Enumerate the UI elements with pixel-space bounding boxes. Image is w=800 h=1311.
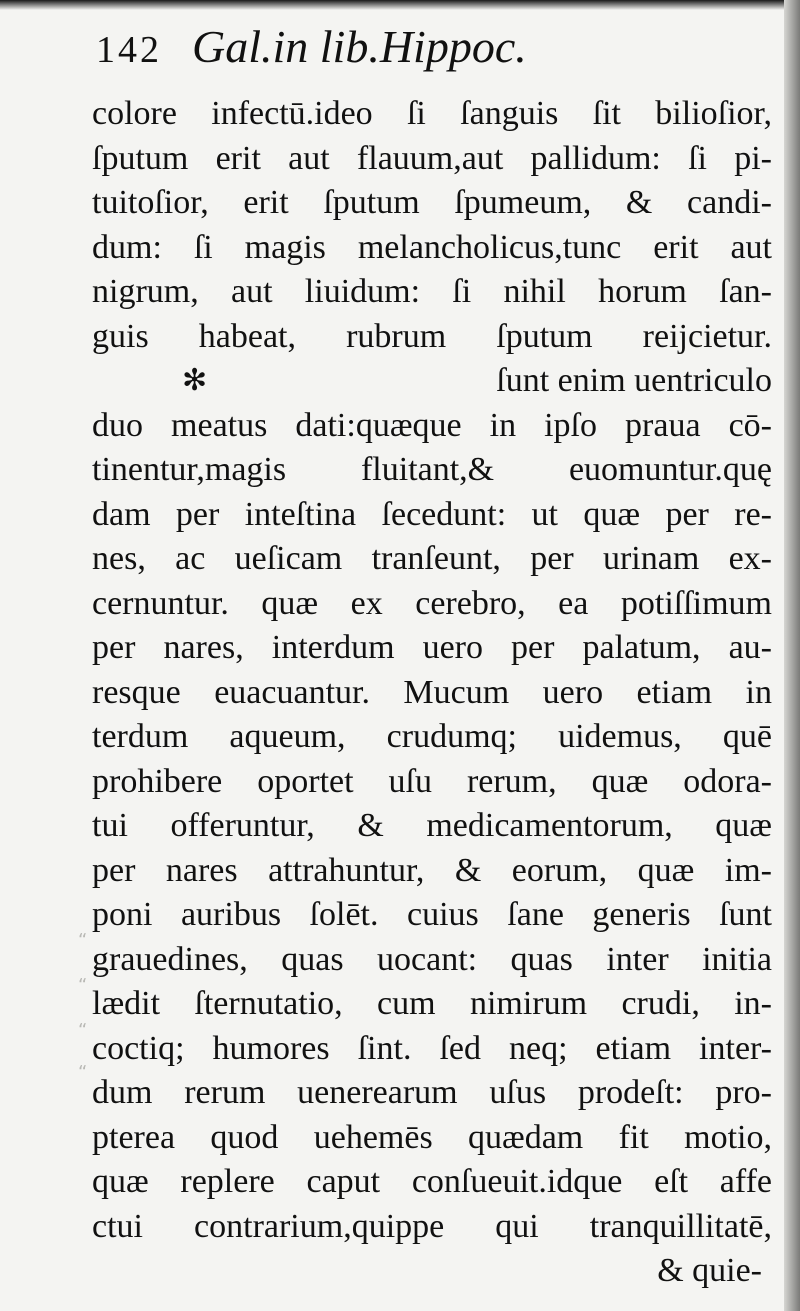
page-gutter-shadow	[784, 0, 800, 1311]
text-line: per nares, interdum uero per palatum, au-	[92, 629, 772, 666]
section-start-line	[92, 359, 772, 404]
text-line: poni auribus ſolēt. cuius ſane generis ſunt	[92, 896, 772, 933]
page-header	[96, 20, 527, 82]
text-line: nes, ac ueſicam tranſeunt, per urinam ex-	[92, 540, 772, 577]
text-line: resque euacuantur. Mucum uero etiam in	[92, 673, 772, 711]
text-line: quæ replere caput conſueuit.idque eſt affe	[92, 1163, 772, 1200]
text-line: prohibere oportet uſu rerum, quæ odora-	[92, 762, 772, 800]
text-line: dum: ſi magis melancholicus,tunc erit aut	[92, 228, 772, 266]
body-text	[92, 92, 772, 1294]
text-line: coctiq; humores ſint. ſed neq; etiam inter-	[92, 1029, 772, 1067]
page-number: 142	[96, 29, 162, 71]
text-line: colore infectū.ideo ſi ſanguis ſit bilioſior,	[92, 95, 772, 132]
text-line: grauedines, quas uocant: quas inter initia	[92, 940, 772, 978]
text-line: tuitoſior, erit ſputum ſpumeum, & candi-	[92, 184, 772, 221]
margin-quote-mark: “	[78, 1020, 88, 1041]
text-line: tui offeruntur, & medicamentorum, quæ	[92, 807, 772, 844]
margin-quote-mark: “	[78, 930, 88, 951]
margin-quote-mark: “	[78, 975, 88, 996]
text-line: ſputum erit aut flauum,aut pallidum: ſi pi-	[92, 139, 772, 177]
margin-quote-mark: “	[78, 1062, 88, 1083]
asterisk-ornament-icon: ✻	[182, 364, 208, 397]
text-line: terdum aqueum, crudumq; uidemus, quē	[92, 718, 772, 755]
text-line: per nares attrahuntur, & eorum, quæ im-	[92, 851, 772, 889]
text-line: tinentur,magis fluitant,& euomuntur.quę	[92, 451, 772, 488]
running-title: Gal.in lib.Hippoc.	[192, 21, 527, 72]
text-line: lædit ſternutatio, cum nimirum crudi, in-	[92, 985, 772, 1022]
text-line: duo meatus dati:quæque in ipſo praua cō-	[92, 406, 772, 444]
text-line: ctui contrarium,quippe qui tranquillitatē,	[92, 1207, 772, 1245]
text-line: dum rerum uenerearum uſus prodeſt: pro-	[92, 1074, 772, 1111]
page-top-shadow	[0, 0, 800, 10]
catchword-line: & quie-	[657, 1252, 762, 1289]
text-line: guis habeat, rubrum ſputum reijcietur.	[92, 317, 772, 355]
text-line: ſunt enim uentriculo	[496, 362, 772, 399]
text-line: cernuntur. quæ ex cerebro, ea potiſſimum	[92, 584, 772, 622]
text-line: pterea quod uehemēs quædam fit motio,	[92, 1118, 772, 1156]
text-line: dam per inteſtina ſecedunt: ut quæ per re-	[92, 495, 772, 533]
text-line: nigrum, aut liuidum: ſi nihil horum ſan-	[92, 273, 772, 310]
